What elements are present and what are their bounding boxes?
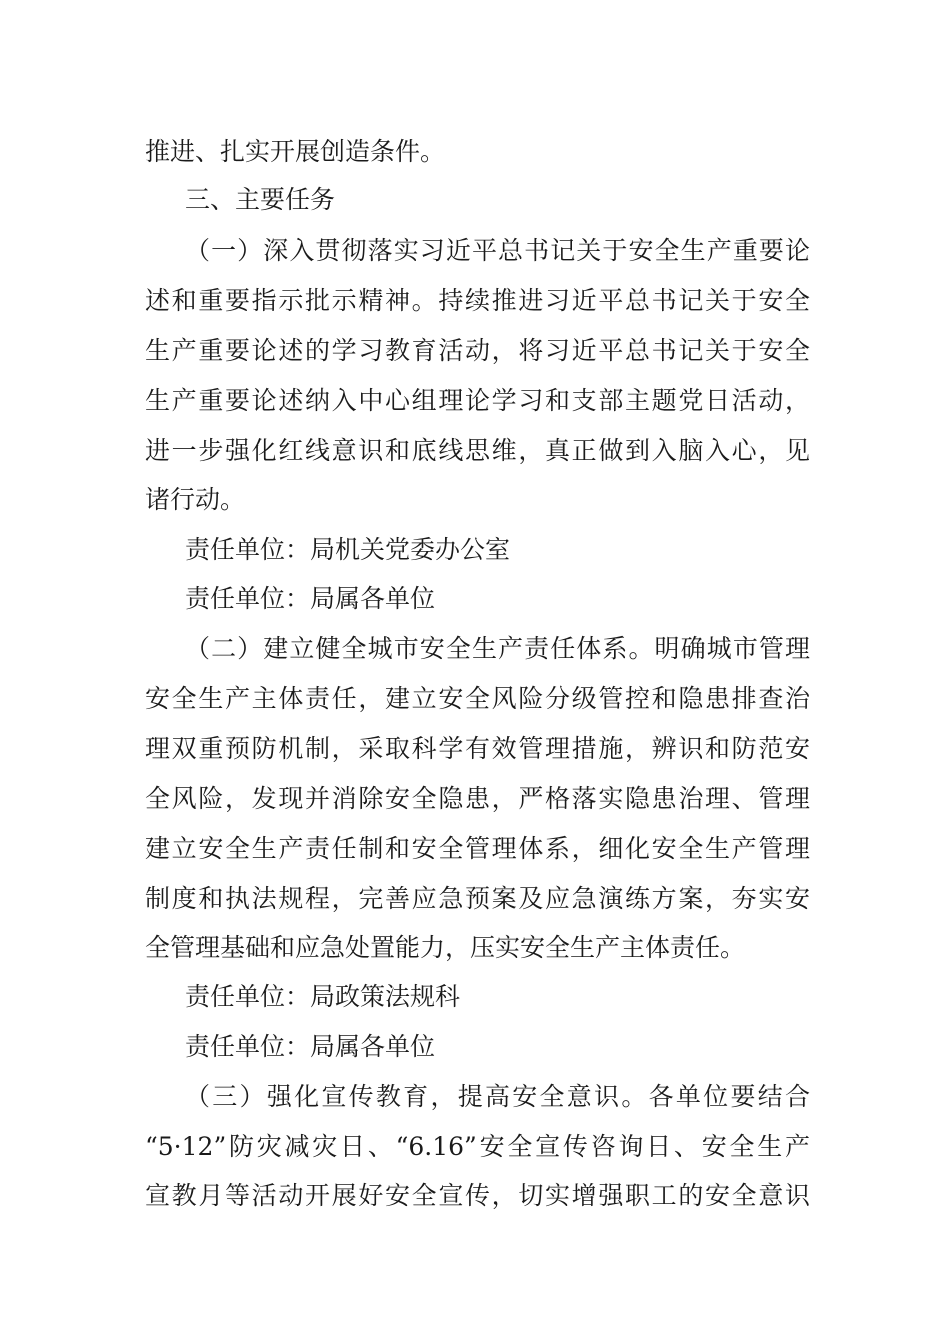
section-heading: 三、主要任务 <box>185 185 336 214</box>
text-line: 进一步强化红线意识和底线思维，真正做到入脑入心，见 <box>145 436 810 465</box>
text-line: 述和重要指示批示精神。持续推进习近平总书记关于安全 <box>145 286 810 315</box>
subsection-heading-line: （二）建立健全城市安全生产责任体系。明确城市管理 <box>185 634 810 663</box>
text-line: 诸行动。 <box>145 485 246 514</box>
text-line: 推进、扎实开展创造条件。 <box>145 137 446 166</box>
responsible-unit-line: 责任单位：局政策法规科 <box>185 982 461 1011</box>
text-line: 建立安全生产责任制和安全管理体系，细化安全生产管理 <box>145 834 810 863</box>
text-line: 安全生产主体责任，建立安全风险分级管控和隐患排查治 <box>145 684 810 713</box>
text-line: 全管理基础和应急处置能力，压实安全生产主体责任。 <box>145 933 746 962</box>
responsible-unit-line: 责任单位：局机关党委办公室 <box>185 535 511 564</box>
text-line: 制度和执法规程，完善应急预案及应急演练方案，夯实安 <box>145 884 810 913</box>
text-line: 理双重预防机制，采取科学有效管理措施，辨识和防范安 <box>145 734 810 763</box>
text-line: 全风险，发现并消除安全隐患，严格落实隐患治理、管理 <box>145 784 810 813</box>
responsible-unit-line: 责任单位：局属各单位 <box>185 1032 436 1061</box>
responsible-unit-line: 责任单位：局属各单位 <box>185 584 436 613</box>
text-line: 宣教月等活动开展好安全宣传，切实增强职工的安全意识 <box>145 1181 810 1210</box>
text-line: 生产重要论述的学习教育活动，将习近平总书记关于安全 <box>145 336 810 365</box>
text-line: “5·12”防灾减灾日、“6.16”安全宣传咨询日、安全生产 <box>145 1132 810 1161</box>
text-line: 生产重要论述纳入中心组理论学习和支部主题党日活动， <box>145 386 810 415</box>
subsection-heading-line: （三）强化宣传教育，提高安全意识。各单位要结合 <box>185 1082 810 1111</box>
subsection-heading-line: （一）深入贯彻落实习近平总书记关于安全生产重要论 <box>185 236 810 265</box>
